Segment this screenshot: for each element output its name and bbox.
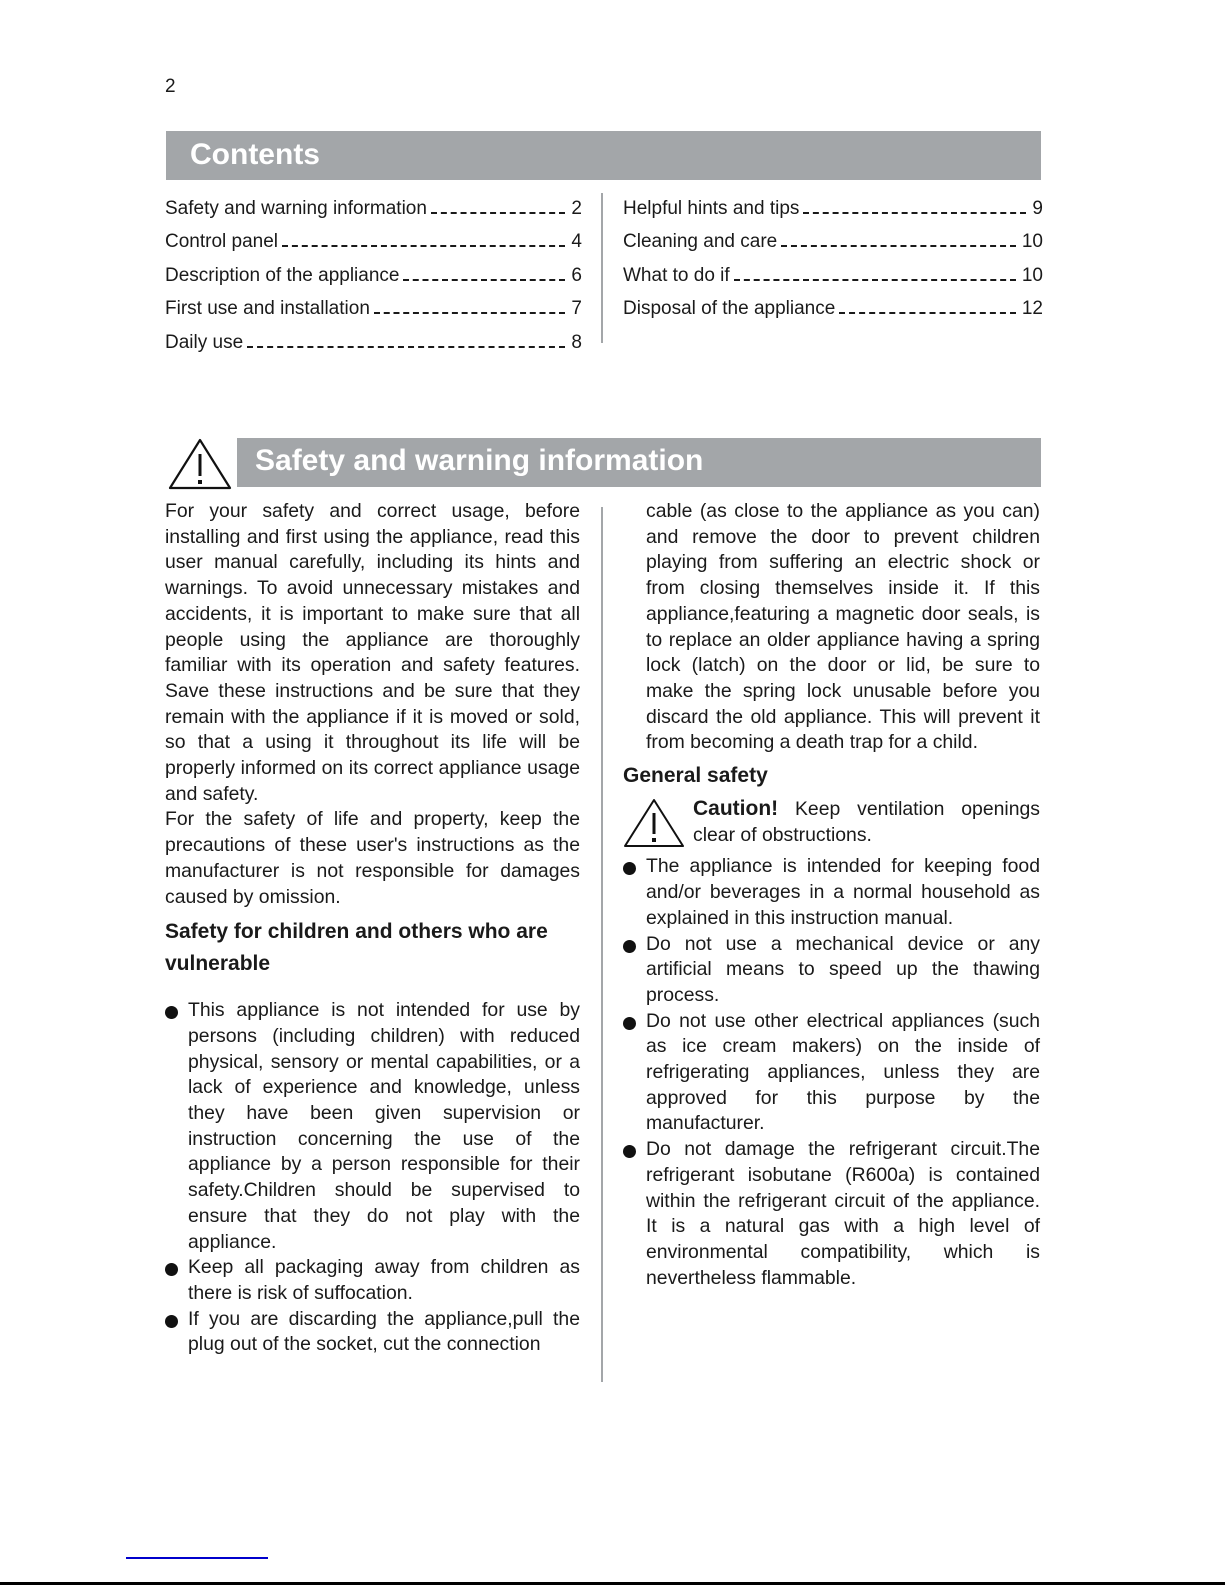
bullet-item [623, 854, 1040, 931]
toc-entry-page: 10 [1021, 264, 1043, 286]
safety-banner [237, 438, 1041, 487]
column-divider [601, 507, 603, 1382]
bullet-icon [165, 1263, 178, 1276]
toc-entry-label: Cleaning and care [623, 231, 778, 252]
toc-entry[interactable] [165, 220, 582, 254]
left-text-column [165, 499, 580, 1358]
footer-link-underline[interactable] [126, 1557, 268, 1559]
toc-entry-page: 7 [571, 298, 582, 319]
bullet-icon [623, 1017, 636, 1030]
toc-entry[interactable] [623, 253, 1043, 287]
bullet-text: This appliance is not intended for use by persons (including children) with reduced physical, sensory or mental capabilities, or a lack of experience and knowledge, unless they have been given supervision or instruction concerning the use of the appliance by a person responsible for their safety.Children should be supervised to ensure that they do not play with the appliance. [188, 999, 580, 1253]
bullet-icon [623, 940, 636, 953]
toc-entry-page: 4 [571, 231, 582, 252]
bullet-text: If you are discarding the appliance,pull the plug out of the socket, cut the connection [188, 1307, 580, 1356]
bullet-item [165, 1307, 580, 1358]
toc-entry-label: Description of the appliance [165, 264, 400, 286]
bullet-item [165, 998, 580, 1255]
safety-title: Safety and warning information [255, 444, 704, 477]
bullet-text: Keep all packaging away from children as there is risk of suffocation. [188, 1256, 580, 1304]
contents-banner [166, 131, 1041, 180]
toc-entry-page: 2 [571, 197, 582, 219]
bullet-text: The appliance is intended for keeping food and/or beverages in a normal household as explained in this instruction manual. [646, 855, 1040, 929]
toc-divider [601, 193, 603, 343]
toc-entry[interactable] [623, 220, 1043, 254]
caution-label: Caution! [693, 797, 779, 821]
contents-title: Contents [190, 138, 320, 171]
bullet-item [165, 1255, 580, 1306]
right-text-column [623, 499, 1040, 1291]
intro-paragraph: For your safety and correct usage, before installing and first using the appliance, read this user manual carefully, including its hints and warnings. To avoid unnecessary mistakes and accidents, it is important to make sure that all people using the appliance are thoroughly familiar with its operation and safety features. Save these instructions and be sure that they remain with the appliance if it is moved or sold, so that a using it throughout its life will be properly informed on its correct appliance usage and safety. [165, 500, 580, 805]
bullet-icon [623, 862, 636, 875]
toc-entry-label: Safety and warning information [165, 197, 427, 219]
toc-leader [839, 312, 1016, 314]
toc-entry-page: 8 [571, 331, 582, 353]
toc-entry[interactable] [165, 253, 582, 287]
bullet-text: Do not use other electrical appliances (such as ice cream makers) on the inside of refrigerating appliances, unless they are approved for this purpose by the manufacturer. [646, 1009, 1040, 1135]
bullet-text: Do not use a mechanical device or any artificial means to speed up the thawing process. [646, 932, 1040, 1006]
caution-note [623, 796, 1040, 848]
bullet-item [623, 1009, 1040, 1138]
toc-left-column [165, 186, 582, 354]
bullet-text: Do not damage the refrigerant circuit.The refrigerant isobutane (R600a) is contained within the refrigerant circuit of the appliance. It is a natural gas with a high level of environmental compatibility, which is nevertheless flammable. [646, 1138, 1040, 1289]
page-number: 2 [165, 76, 176, 97]
toc-entry-label: Helpful hints and tips [623, 197, 800, 219]
toc-entry[interactable] [165, 186, 582, 220]
toc-leader [247, 346, 565, 348]
warning-triangle-icon [168, 438, 232, 490]
bullet-item [623, 1137, 1040, 1291]
toc-leader [282, 245, 565, 247]
toc-entry-label: Control panel [165, 231, 279, 252]
bullet-item [623, 932, 1040, 1009]
toc-entry[interactable] [165, 287, 582, 321]
toc-leader [781, 245, 1016, 247]
toc-leader [403, 279, 565, 281]
general-safety-heading: General safety [623, 764, 768, 788]
bullet-icon [623, 1145, 636, 1158]
toc-entry[interactable] [623, 287, 1043, 321]
toc-entry-page: 12 [1021, 298, 1043, 319]
toc-entry[interactable] [165, 320, 582, 354]
toc-leader [734, 279, 1016, 281]
toc-leader [374, 312, 566, 314]
toc-entry-page: 9 [1032, 197, 1043, 219]
intro-paragraph: For the safety of life and property, keep the precautions of these user's instructions as the manufacturer is not responsible for damages caused by omission. [165, 808, 580, 908]
toc-entry-label: Daily use [165, 331, 244, 353]
toc-entry-label: Disposal of the appliance [623, 298, 836, 319]
toc-leader [803, 212, 1026, 214]
bullet-icon [165, 1006, 178, 1019]
toc-entry[interactable] [623, 186, 1043, 220]
children-safety-heading: Safety for children and others who are vulnerable [165, 920, 548, 976]
toc-entry-page: 10 [1021, 231, 1043, 252]
toc-entry-page: 6 [571, 264, 582, 286]
toc-entry-label: What to do if [623, 264, 730, 286]
caution-text: Keep ventilation openings clear of obstructions. [693, 798, 1040, 846]
continued-paragraph: cable (as close to the appliance as you can) and remove the door to prevent children playing from suffering an electric shock or from closing themselves inside it. If this appliance,featuring a magnetic door seals, is to replace an older appliance having a spring lock (latch) on the door or lid, be sure to make the spring lock unusable before you discard the old appliance. This will prevent it from becoming a death trap for a child. [646, 500, 1040, 754]
toc-entry-label: First use and installation [165, 298, 370, 319]
caution-triangle-icon [623, 798, 685, 848]
toc-right-column [623, 186, 1043, 320]
toc-leader [431, 212, 565, 214]
bullet-icon [165, 1315, 178, 1328]
